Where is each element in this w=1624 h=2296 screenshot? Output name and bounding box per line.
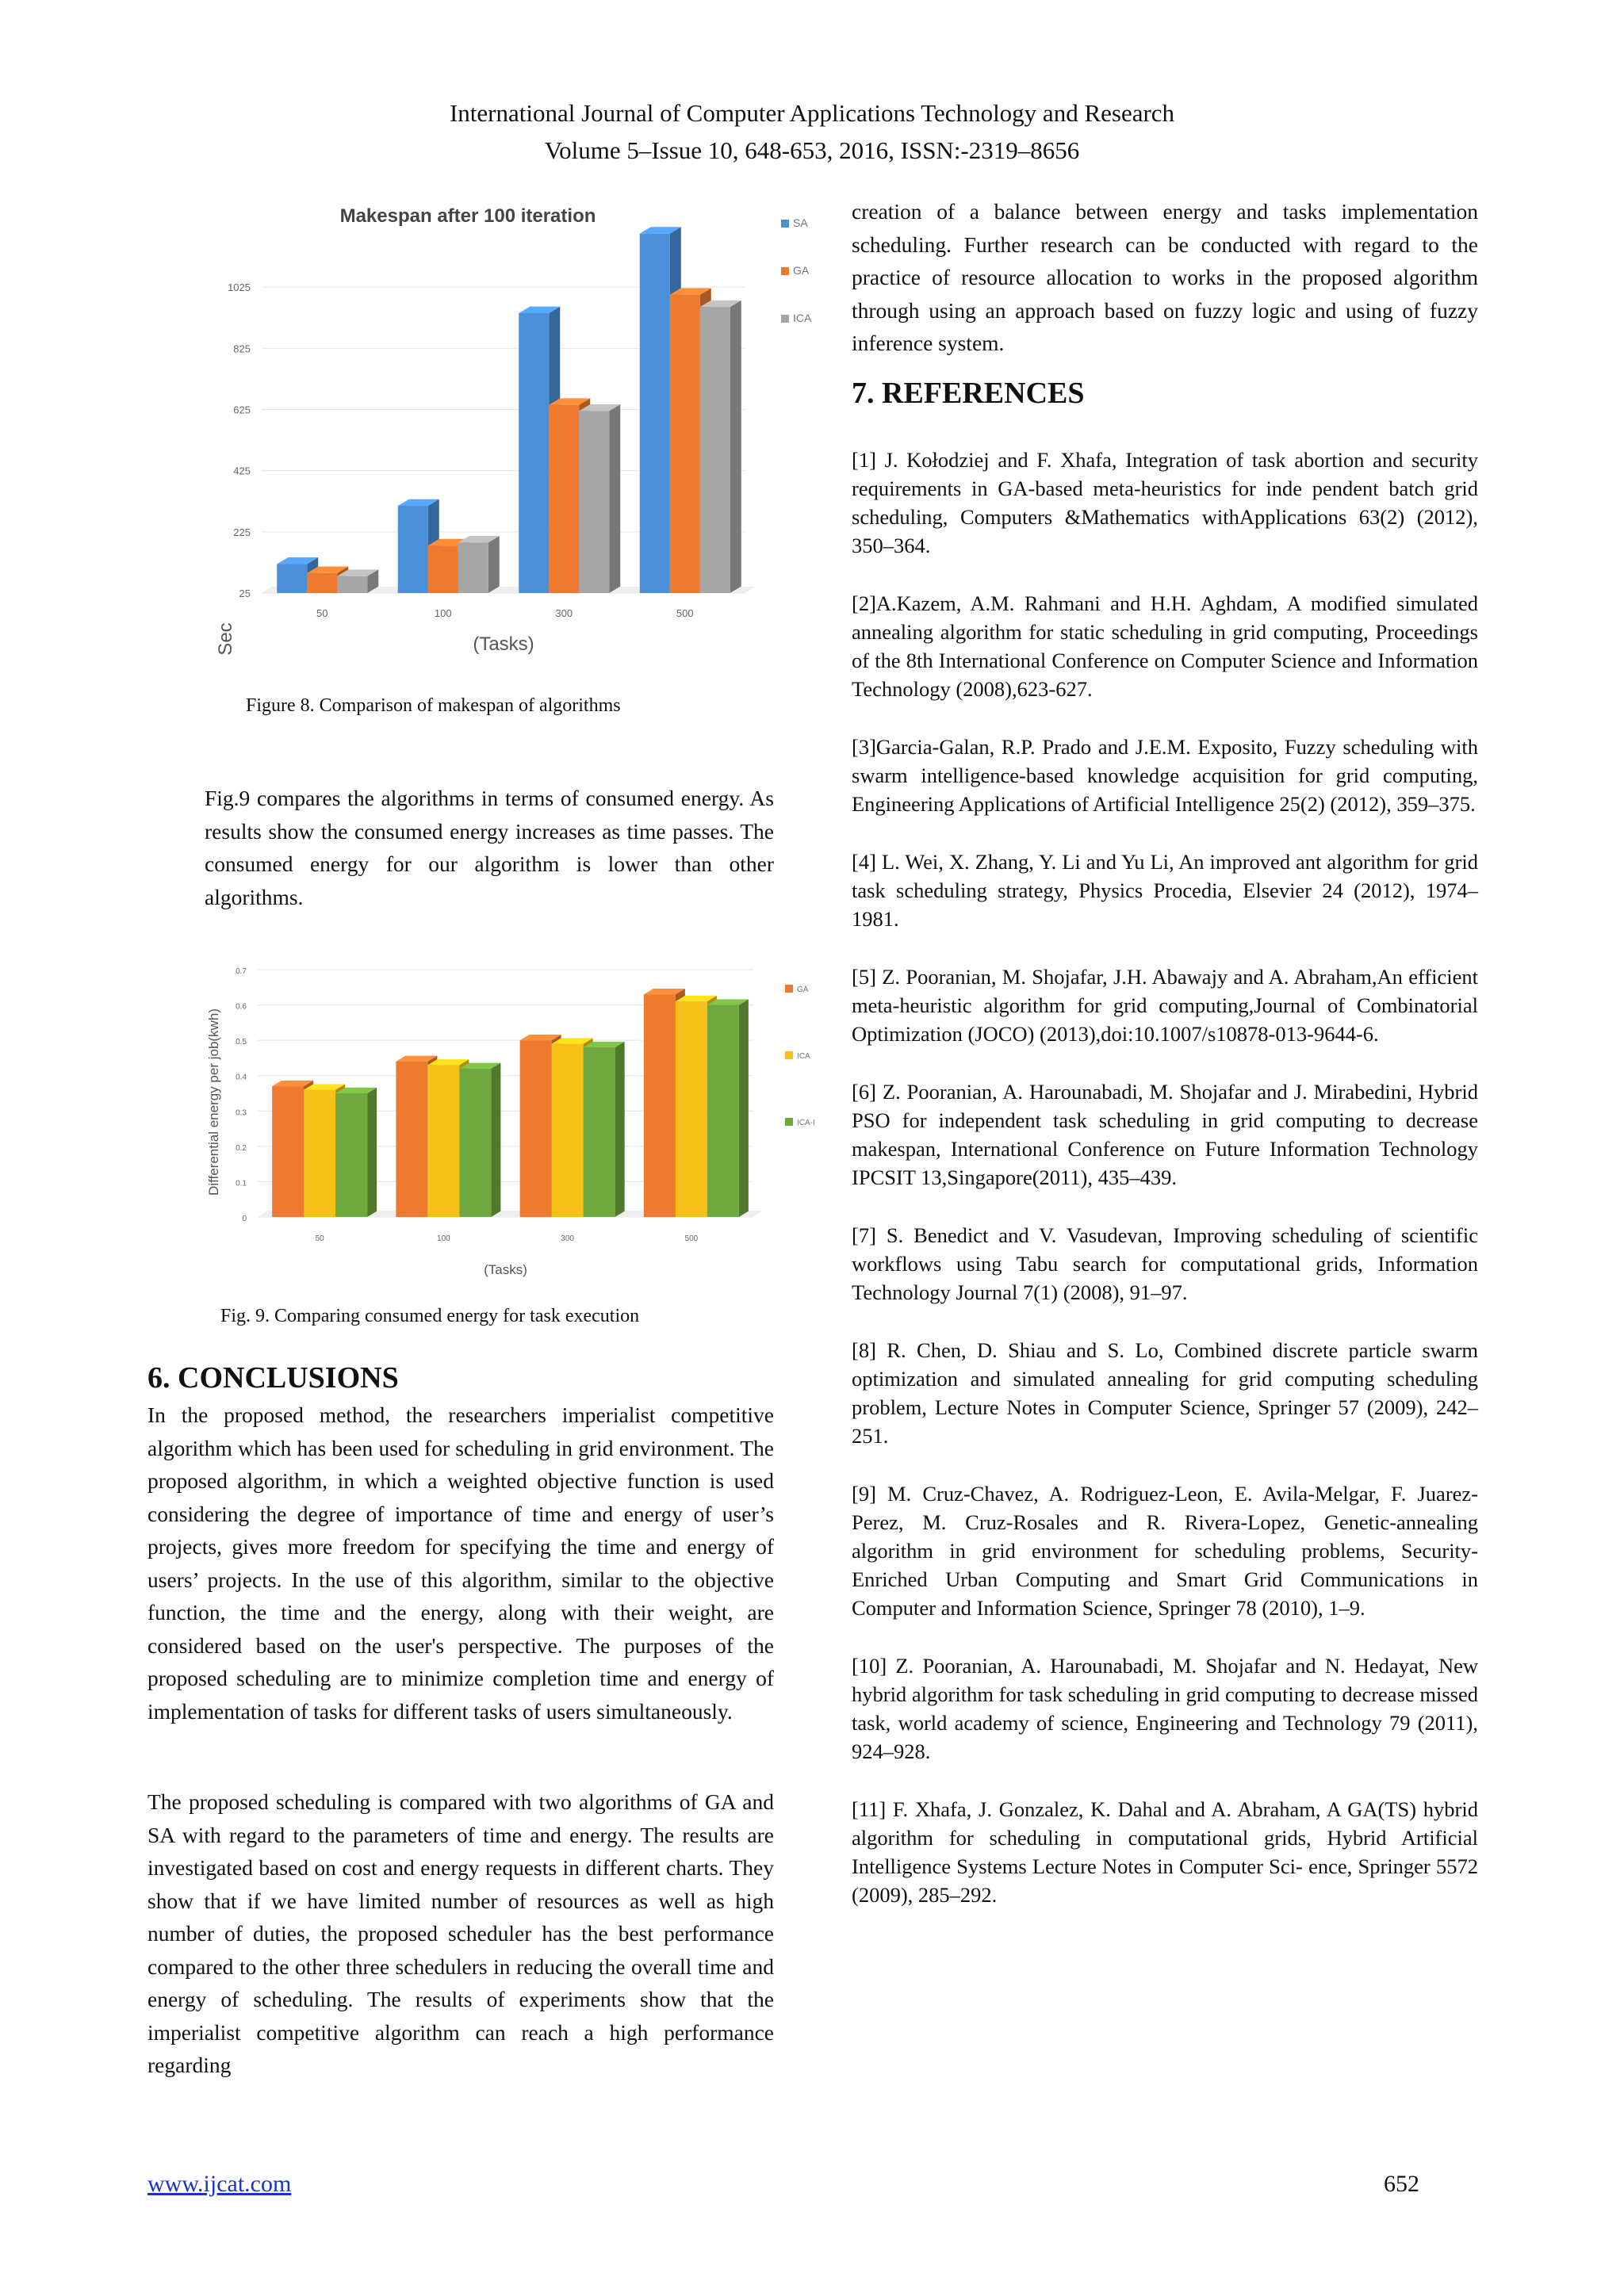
legend-label: ICA-I <box>797 1119 815 1127</box>
y-tick-label: 0.7 <box>236 967 247 976</box>
bar-sa-100 <box>398 506 428 593</box>
y-tick-label: 0.4 <box>236 1073 247 1082</box>
bar-ga-100 <box>396 1062 427 1217</box>
x-tick-label: 500 <box>676 607 694 619</box>
legend-swatch <box>781 220 789 228</box>
chart-title: Makespan after 100 iteration <box>339 205 596 227</box>
reference-item: [1] J. Kołodziej and F. Xhafa, Integration of task abortion and security requirements in GA-based meta-heuristics for inde pendent batch grid scheduling, Computers &Mathematics withApplications 63(2) (2012), 350–364. <box>852 448 1478 557</box>
reference-item: [7] S. Benedict and V. Vasudevan, Improving scheduling of scientific workflows using Tabu search for computational grids, Information Technology Journal 7(1) (2008), 91–97. <box>852 1223 1478 1304</box>
future-work-paragraph: creation of a balance between energy and tasks implementation scheduling. Further research can be conducted with regard to the practice of resource allocation to works in the proposed algorithm through using an approach based on fuzzy logic and using of fuzzy inference system. <box>852 199 1478 355</box>
x-tick-label: 300 <box>555 607 573 619</box>
conclusions-paragraph-1: In the proposed method, the researchers imperialist competitive algorithm which has been used for scheduling in grid environment. The proposed algorithm, in which a weighted objective function is used considering the degree of importance of time and energy of user’s projects, gives more freedom for specifying the time and energy of users’ projects. In the use of this algorithm, similar to the objective function, the time and the energy, along with their weight, are considered based on the user's perspective. The purposes of the proposed scheduling are to minimize completion time and energy of implementation of tasks for different tasks of users simultaneously. <box>147 1402 774 1724</box>
legend-label: SA <box>793 216 808 229</box>
conclusions-paragraph-2: The proposed scheduling is compared with two algorithms of GA and SA with regard to the parameters of time and energy. The results are investigated based on cost and energy requests in different charts. They show that if we have limited number of resources as well as high number of duties, the proposed scheduler has the best performance compared to the other three schedulers in reducing the overall time and energy of scheduling. The results of experiments show that the imperialist competitive algorithm can reach a high performance regarding <box>147 1789 774 2077</box>
bar-ica-i-300 <box>584 1047 615 1217</box>
x-tick-label: 100 <box>434 607 452 619</box>
bar-ica-100 <box>458 542 488 593</box>
figure9-caption: Fig. 9. Comparing consumed energy for task execution <box>220 1306 640 1326</box>
bar-sa-500 <box>640 234 670 593</box>
bar-side <box>609 404 620 593</box>
x-axis-label: (Tasks) <box>473 633 534 655</box>
x-tick-label: 300 <box>561 1234 574 1243</box>
page-number: 652 <box>1384 2171 1419 2197</box>
y-tick-label: 825 <box>233 342 251 355</box>
bar-side <box>367 1088 377 1217</box>
bar-ica-500 <box>700 307 730 593</box>
bar-side <box>488 536 500 593</box>
bar-ica-i-50 <box>335 1093 367 1217</box>
reference-item: [9] M. Cruz-Chavez, A. Rodriguez-Leon, E. Avila-Melgar, F. Juarez-Perez, M. Cruz-Rosales and R. Rivera-Lopez, Genetic-annealing algorithm in grid environment for scheduling problems, Security-Enriched Urban Computing and Smart Grid Communications in Computer and Information Science, Springer 78 (2010), 1–9. <box>852 1482 1478 1620</box>
bar-ga-50 <box>272 1086 304 1217</box>
bar-ga-50 <box>307 573 337 593</box>
y-tick-label: 225 <box>233 526 251 538</box>
reference-item: [11] F. Xhafa, J. Gonzalez, K. Dahal and A. Abraham, A GA(TS) hybrid algorithm for scheduling in computational grids, Hybrid Artificial Intelligence Systems Lecture Notes in Computer Sci- ence, Springer 5572 (2009), 285–292. <box>852 1797 1478 1907</box>
bar-side <box>730 300 741 593</box>
figure8-caption: Figure 8. Comparison of makespan of algorithms <box>246 695 621 716</box>
bar-ga-500 <box>670 295 700 593</box>
bar-ica-300 <box>579 411 609 593</box>
y-axis-label: Sec <box>215 622 236 656</box>
makespan-chart <box>198 198 821 666</box>
journal-volume: Volume 5–Issue 10, 648-653, 2016, ISSN:-2319–8656 <box>544 136 1080 164</box>
y-tick-label: 0.5 <box>236 1038 247 1047</box>
legend-label: ICA <box>793 312 812 324</box>
bar-side <box>615 1042 625 1217</box>
y-tick-label: 25 <box>239 587 251 599</box>
journal-website-link[interactable]: www.ijcat.com <box>147 2171 292 2197</box>
energy-chart <box>198 947 813 1280</box>
x-tick-label: 500 <box>684 1234 699 1243</box>
reference-item: [8] R. Chen, D. Shiau and S. Lo, Combined discrete particle swarm optimization and simulated annealing for grid computing scheduling problem, Lecture Notes in Computer Science, Springer 57 (2009), 242–251. <box>852 1338 1478 1448</box>
legend-swatch <box>781 267 789 275</box>
legend-swatch <box>785 1118 793 1126</box>
bar-ga-300 <box>549 405 579 593</box>
legend-label: ICA <box>797 1052 810 1061</box>
legend-label: GA <box>797 985 809 994</box>
y-tick-label: 0.1 <box>236 1179 247 1188</box>
bar-ga-500 <box>644 994 676 1217</box>
y-tick-label: 0.6 <box>236 1002 247 1012</box>
bar-sa-50 <box>277 564 307 593</box>
x-tick-label: 50 <box>316 607 328 619</box>
reference-item: [10] Z. Pooranian, A. Harounabadi, M. Shojafar and N. Hedayat, New hybrid algorithm for task scheduling in grid computing to decrease missed task, world academy of science, Engineering and Technology 79 (2011), 924–928. <box>852 1654 1478 1763</box>
bar-sa-300 <box>519 313 549 593</box>
bar-ica-i-500 <box>707 1005 739 1217</box>
y-tick-label: 0.3 <box>236 1108 247 1118</box>
bar-ica-100 <box>427 1065 459 1217</box>
y-tick-label: 425 <box>233 465 251 477</box>
x-tick-label: 100 <box>437 1234 450 1243</box>
y-tick-label: 0 <box>242 1215 247 1223</box>
reference-list <box>852 446 1478 1938</box>
reference-item: [4] L. Wei, X. Zhang, Y. Li and Yu Li, An improved ant algorithm for grid task scheduling strategy, Physics Procedia, Elsevier 24 (2012), 1974–1981. <box>852 850 1478 931</box>
x-axis-label: (Tasks) <box>484 1262 527 1277</box>
figure9-description: Fig.9 compares the algorithms in terms of consumed energy. As results show the consumed energy increases as time passes. The consumed energy for our algorithm is lower than other algorithms. <box>205 786 774 909</box>
y-tick-label: 1025 <box>228 281 251 294</box>
bar-ga-100 <box>428 545 458 593</box>
bar-ica-500 <box>676 1001 707 1217</box>
bar-side <box>491 1063 500 1217</box>
reference-item: [3]Garcia-Galan, R.P. Prado and J.E.M. Exposito, Fuzzy scheduling with swarm intelligence-based knowledge acquisition for grid computing, Engineering Applications of Artificial Intelligence 25(2) (2012), 359–375. <box>852 735 1478 816</box>
bar-ica-i-100 <box>459 1069 491 1217</box>
y-tick-label: 625 <box>233 404 251 416</box>
y-tick-label: 0.2 <box>236 1143 247 1153</box>
legend-swatch <box>781 315 789 323</box>
legend-swatch <box>785 1051 793 1059</box>
journal-title: International Journal of Computer Applications Technology and Research <box>449 99 1175 127</box>
bar-ica-50 <box>304 1090 335 1217</box>
bar-ica-50 <box>337 576 367 593</box>
reference-item: [2]A.Kazem, A.M. Rahmani and H.H. Aghdam, A modified simulated annealing algorithm for static scheduling in grid computing, Proceedings of the 8th International Conference on Computer Science and Information Technology (2008),623-627. <box>852 591 1478 701</box>
reference-item: [6] Z. Pooranian, A. Harounabadi, M. Shojafar and J. Mirabedini, Hybrid PSO for independent task scheduling in grid computing to decrease makespan, International Conference on Future Information Technology IPCSIT 13,Singapore(2011), 435–439. <box>852 1080 1478 1189</box>
conclusions-heading: 6. CONCLUSIONS <box>147 1361 399 1395</box>
bar-ica-300 <box>552 1044 584 1217</box>
legend-label: GA <box>793 264 810 277</box>
bar-ga-300 <box>520 1040 552 1217</box>
references-heading: 7. REFERENCES <box>852 377 1085 410</box>
y-axis-label: Differential energy per job(kwh) <box>206 1008 221 1196</box>
bar-side <box>739 999 749 1217</box>
reference-item: [5] Z. Pooranian, M. Shojafar, J.H. Abawajy and A. Abraham,An efficient meta-heuristic algorithm for grid computing,Journal of Combinatorial Optimization (JOCO) (2013),doi:10.1007/s10878-013-9644-6. <box>852 965 1478 1046</box>
legend-swatch <box>785 985 793 993</box>
x-tick-label: 50 <box>315 1234 324 1243</box>
